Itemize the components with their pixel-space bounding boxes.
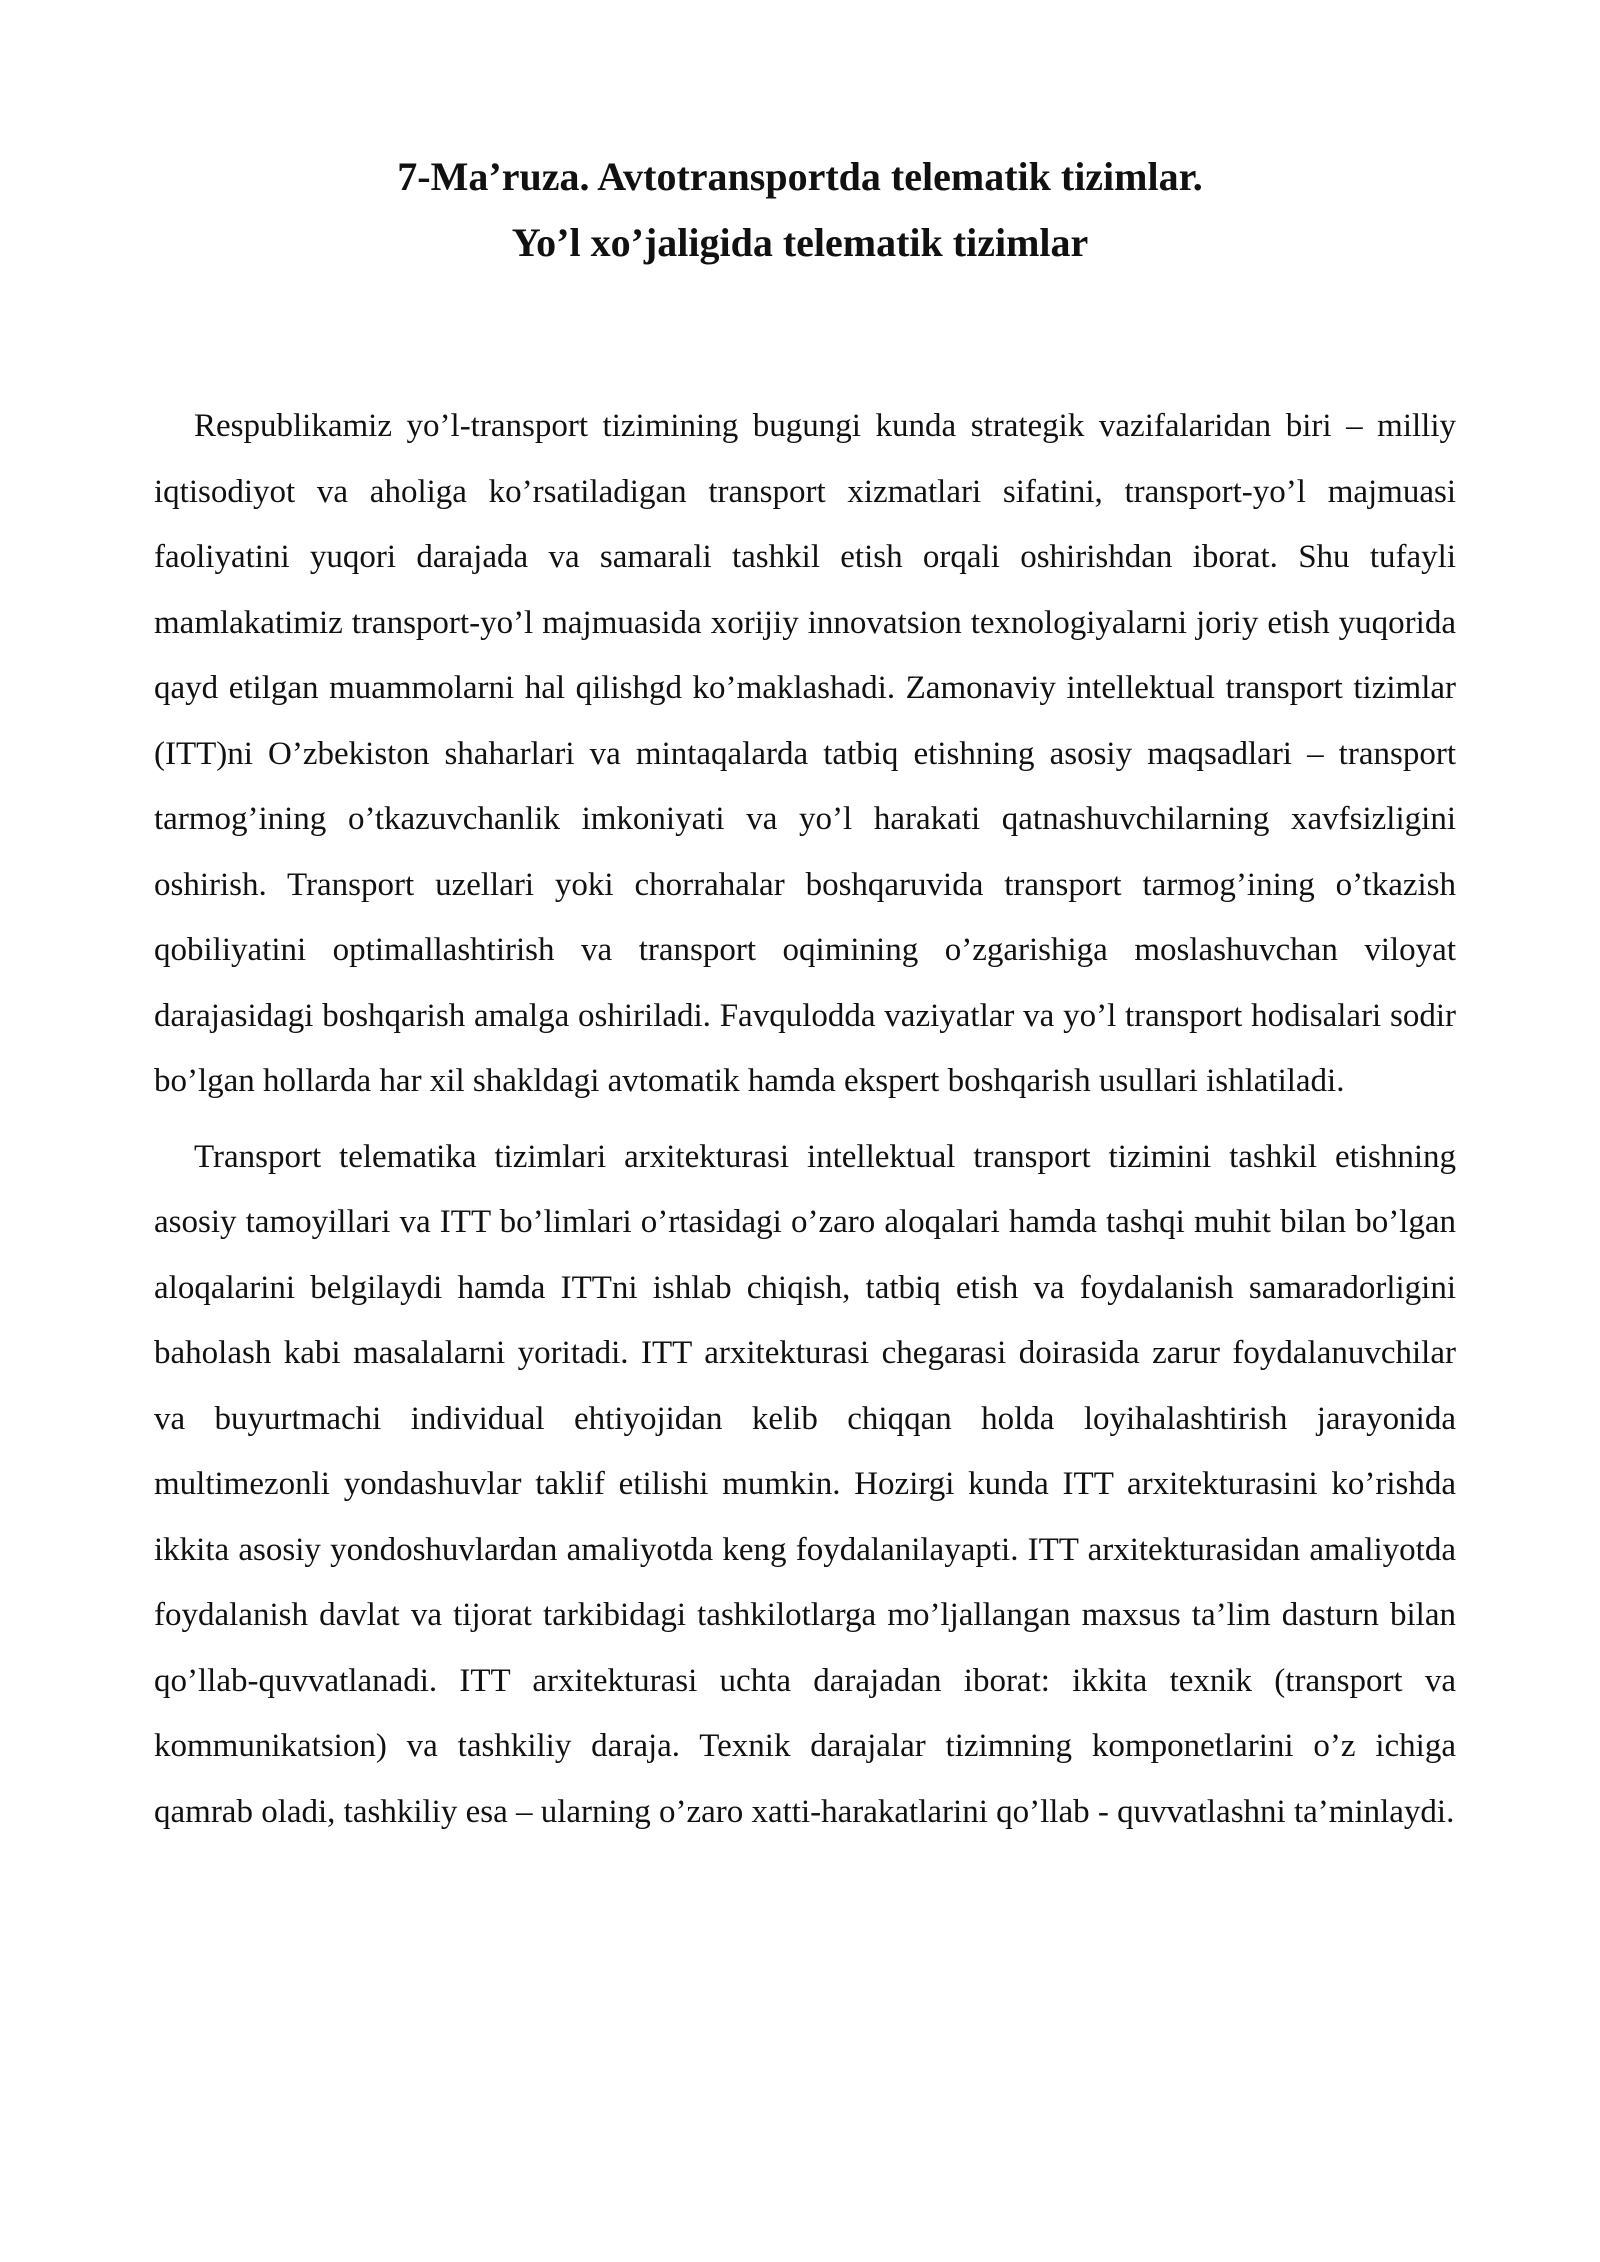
paragraph-1: Respublikamiz yo’l-transport tizimining bugungi kunda strategik vazifalaridan biri – milliy iqtisodiyot va aholiga ko’rsatiladigan transport xizmatlari sifatini, transport-yo’l majmuasi faoliyatini yuqori darajada va samarali tashkil etish orqali oshirishdan iborat. Shu tufayli mamlakatimiz transport-yo’l majmuasida xorijiy innovatsion texnologiyalarni joriy etish yuqorida qayd etilgan muammolarni hal qilishgd ko’maklashadi. Zamonaviy intellektual transport tizimlar (ITT)ni O’zbekiston shaharlari va mintaqalarda tatbiq etishning asosiy maqsadlari – transport tarmog’ining o’tkazuvchanlik imkoniyati va yo’l harakati qatnashuvchilarning xavfsizligini oshirish. Transport uzellari yoki chorrahalar boshqaruvida transport tarmog’ining o’tkazish qobiliyatini optimallashtirish va transport oqimining o’zgarishiga moslashuvchan viloyat darajasidagi boshqarish amalga oshiriladi. Favqulodda vaziyatlar va yo’l transport hodisalari sodir bo’lgan hollarda har xil shakldagi avtomatik hamda ekspert boshqarish usullari ishlatiladi. (154, 408, 1456, 1099)
paragraph-2: Transport telematika tizimlari arxitekturasi intellektual transport tizimini tashkil etishning asosiy tamoyillari va ITT bo’limlari o’rtasidagi o’zaro aloqalari hamda tashqi muhit bilan bo’lgan aloqalarini belgilaydi hamda ITTni ishlab chiqish, tatbiq etish va foydalanish samaradorligini baholash kabi masalalarni yoritadi. ITT arxitekturasi chegarasi doirasida zarur foydalanuvchilar va buyurtmachi individual ehtiyojidan kelib chiqqan holda loyihalashtirish jarayonida multimezonli yondashuvlar taklif etilishi mumkin. Hozirgi kunda ITT arxitekturasini ko’rishda ikkita asosiy yondoshuvlardan amaliyotda keng foydalanilayapti. ITT arxitekturasidan amaliyotda foydalanish davlat va tijorat tarkibidagi tashkilotlarga mo’ljallangan maxsus ta’lim dasturn bilan qo’llab-quvvatlanadi. ITT arxitekturasi uchta darajadan iborat: ikkita texnik (transport va kommunikatsion) va tashkiliy daraja. Texnik darajalar tizimning komponetlarini o’z ichiga qamrab oladi, tashkiliy esa – ularning o’zaro xatti-harakatlarini qo’llab - quvvatlashni ta’minlaydi. (154, 1138, 1456, 1830)
lecture-title: 7-Ma’ruza. Avtotransportda telematik tizimlar. (397, 154, 1203, 199)
lecture-subtitle: Yo’l xo’jaligida telematik tizimlar (511, 220, 1089, 265)
body-text (154, 394, 1456, 1855)
title-block (154, 148, 1446, 280)
